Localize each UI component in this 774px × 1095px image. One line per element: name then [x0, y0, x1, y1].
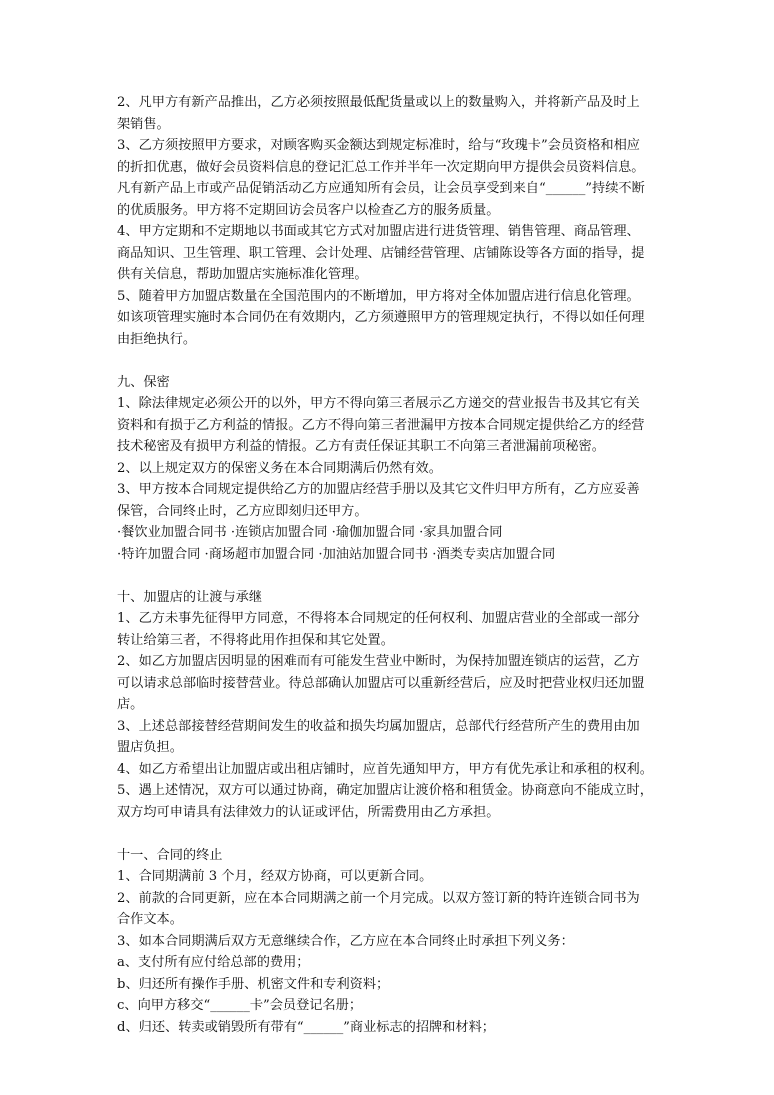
text-line: 由拒绝执行。 [117, 331, 197, 347]
text-line: 的折扣优惠，做好会员资料信息的登记汇总工作并半年一次定期向甲方提供会员资料信息。 [117, 159, 645, 175]
text-line: 2、凡甲方有新产品推出，乙方必须按照最低配货量或以上的数量购入，并将新产品及时上 [117, 95, 640, 110]
text-line: 可以请求总部临时接替营业。待总部确认加盟店可以重新经营后，应及时把营业权归还加盟 [117, 675, 645, 691]
text-line: 4、如乙方希望出让加盟店或出租店铺时，应首先通知甲方，甲方有优先承让和承租的权利。 [117, 761, 653, 777]
text-line: 3、甲方按本合同规定提供给乙方的加盟店经营手册以及其它文件归甲方所有，乙方应妥善 [117, 482, 640, 497]
text-line: 2、如乙方加盟店因明显的困难而有可能发生营业中断时，为保持加盟连锁店的运营，乙方 [117, 654, 640, 669]
text-line: 九、保密 [117, 374, 170, 390]
text-line: 保管，合同终止时，乙方应即刻归还甲方。 [117, 503, 368, 519]
text-line: 架销售。 [117, 116, 170, 132]
text-line: 如该项管理实施时本合同仍在有效期内，乙方须遵照甲方的管理规定执行，不得以如任何理 [117, 310, 645, 325]
text-line: 2、前款的合同更新，应在本合同期满之前一个月完成。以双方签订新的特许连锁合同书为 [117, 890, 640, 906]
text-line: 合作文本。 [117, 912, 183, 927]
text-line: ·餐饮业加盟合同书 ·连锁店加盟合同 ·瑜伽加盟合同 ·家具加盟合同 [117, 525, 503, 540]
text-line: a、支付所有应付给总部的费用； [117, 955, 310, 970]
text-line: 凡有新产品上市或产品促销活动乙方应通知所有会员，让会员享受到来自“______”持续不断 [117, 181, 645, 196]
text-line: d、归还、转卖或销毁所有带有“______”商业标志的招牌和材料； [117, 1019, 495, 1035]
text-line: 5、随着甲方加盟店数量在全国范围内的不断增加，甲方将对全体加盟店进行信息化管理。 [117, 288, 640, 304]
text-line: 十一、合同的终止 [117, 847, 223, 863]
text-line: 1、除法律规定必须公开的以外，甲方不得向第三者展示乙方递交的营业报告书及其它有关 [117, 396, 640, 411]
text-line: 商品知识、卫生管理、职工管理、会计处理、店铺经营管理、店铺陈设等各方面的指导，提 [117, 245, 645, 261]
text-line: 3、乙方须按照甲方要求，对顾客购买金额达到规定标准时，给与“玫瑰卡”会员资格和相应 [117, 138, 640, 153]
text-line: 5、遇上述情况，双方可以通过协商，确定加盟店让渡价格和租赁金。协商意向不能成立时， [117, 783, 653, 798]
text-line: 的优质服务。甲方将不定期回访会员客户以检查乙方的服务质量。 [117, 202, 500, 218]
document-page [117, 92, 665, 1038]
text-line: 盟店负担。 [117, 740, 183, 755]
text-line: 资料和有损于乙方利益的情报。乙方不得向第三者泄漏甲方按本合同规定提供给乙方的经营 [117, 417, 645, 433]
text-line: 双方均可申请具有法律效力的认证或评估，所需费用由乙方承担。 [117, 804, 500, 820]
text-line: c、向甲方移交“______卡”会员登记名册； [117, 998, 363, 1013]
text-line: 店。 [117, 697, 144, 712]
text-line: 1、乙方未事先征得甲方同意，不得将本合同规定的任何权利、加盟店营业的全部或一部分 [117, 611, 640, 626]
text-line: 4、甲方定期和不定期地以书面或其它方式对加盟店进行进货管理、销售管理、商品管理、 [117, 224, 640, 239]
text-line: 3、如本合同期满后双方无意继续合作，乙方应在本合同终止时承担下列义务： [117, 933, 574, 949]
paragraph-gap [117, 823, 665, 845]
text-line: 十、加盟店的让渡与承继 [117, 589, 263, 605]
text-line: b、归还所有操作手册、机密文件和专利资料； [117, 976, 390, 992]
paragraph-gap [117, 350, 665, 372]
text-line: 转让给第三者，不得将此用作担保和其它处置。 [117, 632, 394, 648]
text-line: 3、上述总部接替经营期间发生的收益和损失均属加盟店，总部代行经营所产生的费用由加 [117, 718, 640, 734]
text-line: 技术秘密及有损甲方利益的情报。乙方有责任保证其职工不向第三者泄漏前项秘密。 [117, 439, 605, 454]
paragraph-gap [117, 565, 665, 587]
text-line: 2、以上规定双方的保密义务在本合同期满后仍然有效。 [117, 460, 442, 476]
text-line: 1、合同期满前 3 个月，经双方协商，可以更新合同。 [117, 869, 433, 884]
text-line: 供有关信息，帮助加盟店实施标准化管理。 [117, 267, 368, 282]
text-line: ·特许加盟合同 ·商场超市加盟合同 ·加油站加盟合同书 ·酒类专卖店加盟合同 [117, 546, 556, 562]
